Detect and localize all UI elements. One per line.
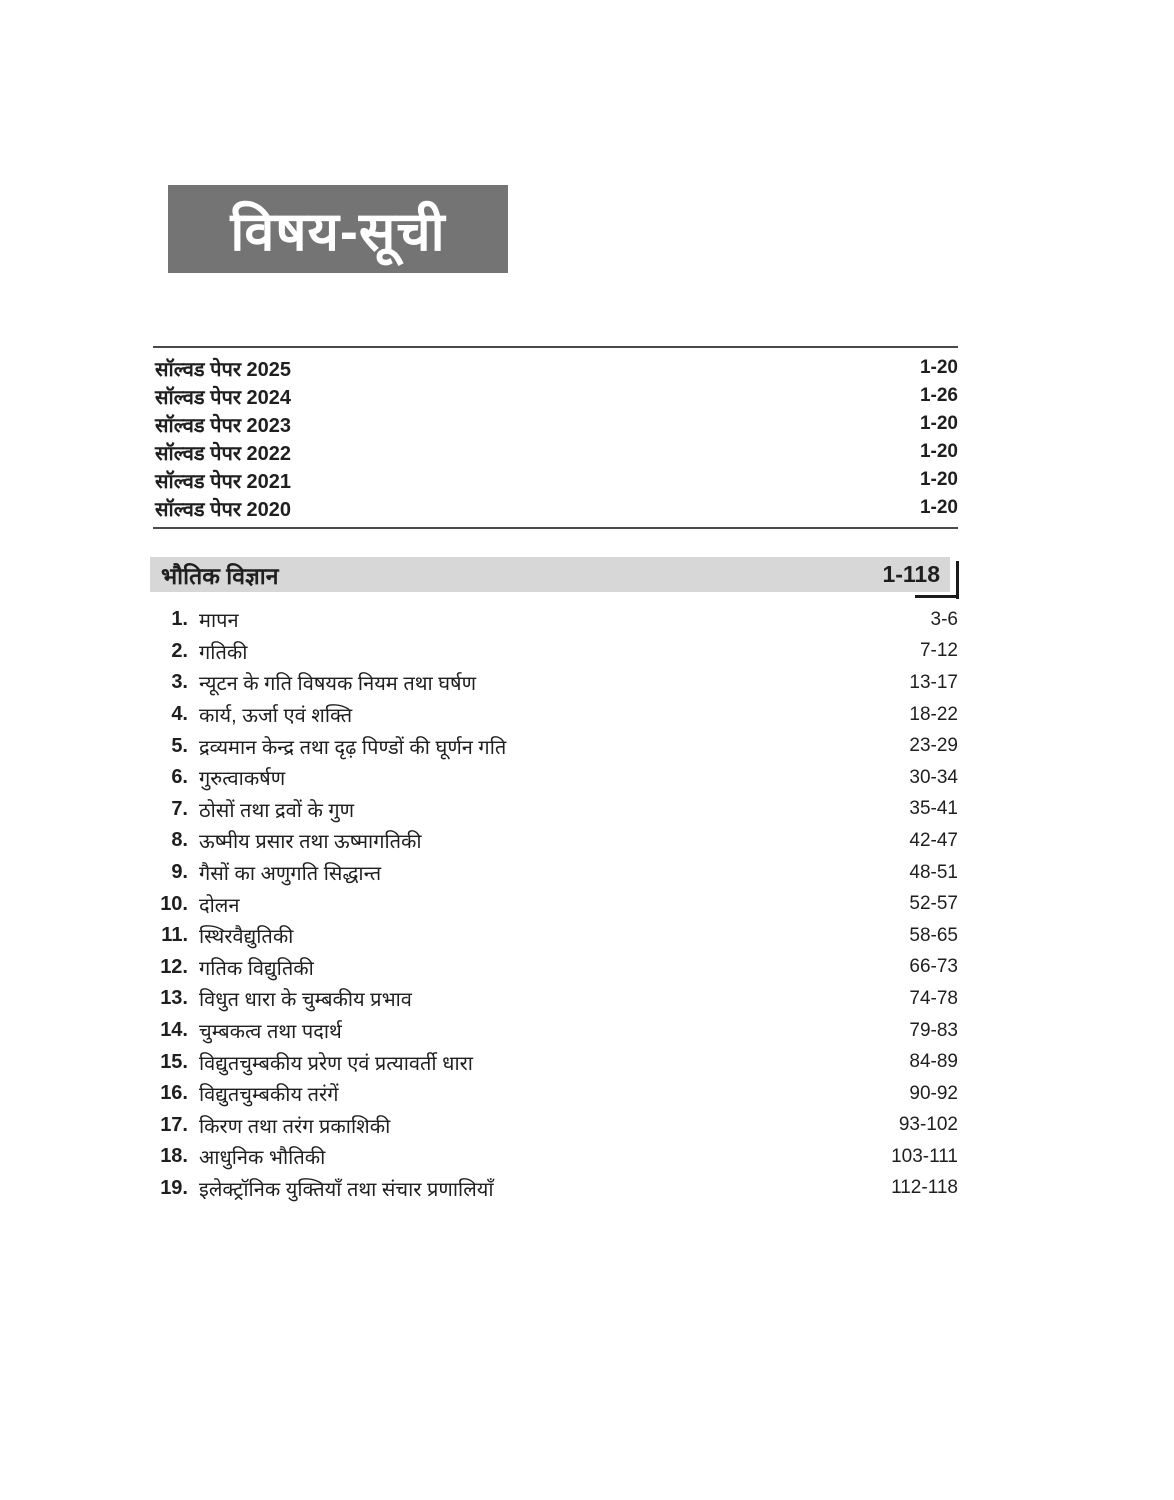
toc-entry-label: सॉल्वड पेपर 2023 — [155, 414, 292, 437]
toc-entry — [153, 494, 958, 522]
page-title: विषय-सूची — [230, 202, 446, 262]
chapter-title: गतिकी — [199, 641, 248, 664]
chapter-row — [150, 730, 958, 762]
chapter-pages: 13-17 — [909, 671, 958, 693]
chapter-pages: 7-12 — [919, 640, 958, 662]
toc-entry-label: सॉल्वड पेपर 2020 — [155, 498, 292, 521]
chapter-row — [150, 1110, 958, 1142]
toc-entry — [153, 382, 958, 410]
chapter-title: विधुत धारा के चुम्बकीय प्रभाव — [199, 989, 412, 1012]
chapter-pages: 93-102 — [898, 1114, 958, 1136]
toc-entry-pages: 1-20 — [919, 357, 958, 378]
chapter-pages: 48-51 — [909, 861, 958, 883]
chapter-pages: 112-118 — [891, 1177, 958, 1199]
chapter-title: इलेक्ट्रॉनिक युक्तियाँ तथा संचार प्रणालियाँ — [199, 1178, 494, 1201]
chapter-number: 2. — [171, 639, 188, 662]
chapter-row — [150, 604, 958, 636]
chapter-number: 6. — [171, 766, 188, 789]
chapter-pages: 42-47 — [909, 829, 958, 851]
chapter-row — [150, 1046, 958, 1078]
toc-entry-label: सॉल्वड पेपर 2025 — [155, 358, 292, 381]
chapter-pages: 58-65 — [909, 924, 958, 946]
chapter-number: 11. — [161, 924, 188, 947]
chapter-number: 18. — [160, 1145, 188, 1168]
toc-entry-pages: 1-20 — [919, 469, 958, 490]
chapter-row — [150, 888, 958, 920]
toc-entry — [153, 438, 958, 466]
chapter-row — [150, 920, 958, 952]
chapter-title: स्थिरवैद्युतिकी — [199, 926, 294, 949]
chapter-pages: 30-34 — [909, 766, 958, 788]
toc-entry-pages: 1-20 — [919, 413, 958, 434]
toc-entry-label: सॉल्वड पेपर 2022 — [155, 442, 292, 465]
toc-entry — [153, 410, 958, 438]
chapter-title: विद्युतचुम्बकीय तरंगें — [199, 1084, 339, 1107]
chapter-row — [150, 857, 958, 889]
toc-entry-pages: 1-20 — [919, 441, 958, 462]
chapter-number: 7. — [171, 797, 188, 820]
chapter-title: ठोसों तथा द्रवों के गुण — [199, 799, 355, 822]
chapter-number: 9. — [171, 861, 188, 884]
toc-entry — [153, 466, 958, 494]
chapter-number: 12. — [160, 955, 188, 978]
chapter-pages: 84-89 — [909, 1051, 958, 1073]
page-title-box — [168, 185, 508, 273]
chapter-number: 15. — [160, 1050, 188, 1073]
chapter-title: गतिक विद्युतिकी — [199, 957, 314, 980]
chapter-pages: 52-57 — [909, 893, 958, 915]
chapter-title: ऊष्मीय प्रसार तथा ऊष्मागतिकी — [199, 831, 422, 854]
chapter-number: 1. — [171, 608, 188, 631]
chapter-pages: 79-83 — [909, 1019, 958, 1041]
section-pages: 1-118 — [882, 561, 940, 587]
chapter-title: द्रव्यमान केन्द्र तथा दृढ़ पिण्डों की घूर्णन गति — [199, 736, 507, 759]
chapter-pages: 74-78 — [909, 987, 958, 1009]
chapter-number: 16. — [160, 1082, 188, 1105]
chapter-pages: 90-92 — [909, 1082, 958, 1104]
chapter-row — [150, 1078, 958, 1110]
toc-entry — [153, 354, 958, 382]
chapter-row — [150, 636, 958, 668]
chapter-number: 8. — [171, 829, 188, 852]
chapter-title: चुम्बकत्व तथा पदार्थ — [199, 1021, 342, 1044]
chapter-title: न्यूटन के गति विषयक नियम तथा घर्षण — [199, 673, 477, 696]
chapter-title: मापन — [199, 610, 239, 633]
chapter-row — [150, 1173, 958, 1205]
chapter-row — [150, 667, 958, 699]
solved-papers-list — [153, 346, 958, 529]
chapter-row — [150, 794, 958, 826]
section-header-bar — [150, 557, 950, 592]
chapter-number: 13. — [160, 987, 188, 1010]
chapter-number: 17. — [160, 1113, 188, 1136]
toc-entry-label: सॉल्वड पेपर 2024 — [155, 386, 292, 409]
chapter-title: दोलन — [199, 894, 240, 917]
toc-entry-pages: 1-26 — [919, 385, 958, 406]
chapter-pages: 3-6 — [930, 608, 958, 630]
toc-entry-pages: 1-20 — [919, 497, 958, 518]
chapters-list — [150, 604, 958, 1204]
chapter-title: आधुनिक भौतिकी — [199, 1147, 326, 1170]
chapter-pages: 18-22 — [909, 703, 958, 725]
chapter-title: किरण तथा तरंग प्रकाशिकी — [199, 1115, 391, 1138]
chapter-row — [150, 1141, 958, 1173]
chapter-row — [150, 762, 958, 794]
chapter-row — [150, 983, 958, 1015]
chapter-row — [150, 699, 958, 731]
chapter-row — [150, 952, 958, 984]
chapter-number: 10. — [160, 892, 188, 915]
chapter-pages: 66-73 — [909, 956, 958, 978]
chapter-pages: 35-41 — [909, 798, 958, 820]
chapter-number: 4. — [171, 703, 188, 726]
section-title: भौतिक विज्ञान — [161, 562, 279, 589]
chapter-title: कार्य, ऊर्जा एवं शक्ति — [199, 705, 353, 728]
chapter-title: गैसों का अणुगति सिद्धान्त — [199, 863, 382, 886]
toc-entry-label: सॉल्वड पेपर 2021 — [155, 470, 292, 493]
chapter-pages: 23-29 — [909, 735, 958, 757]
chapter-row — [150, 825, 958, 857]
chapter-pages: 103-111 — [891, 1145, 958, 1167]
chapter-number: 3. — [171, 671, 188, 694]
chapter-title: गुरुत्वाकर्षण — [199, 768, 286, 791]
chapter-number: 5. — [171, 734, 188, 757]
chapter-title: विद्युतचुम्बकीय प्ररेण एवं प्रत्यावर्ती धारा — [199, 1052, 473, 1075]
chapter-number: 14. — [160, 1019, 188, 1042]
chapter-number: 19. — [160, 1176, 188, 1199]
chapter-row — [150, 1015, 958, 1047]
